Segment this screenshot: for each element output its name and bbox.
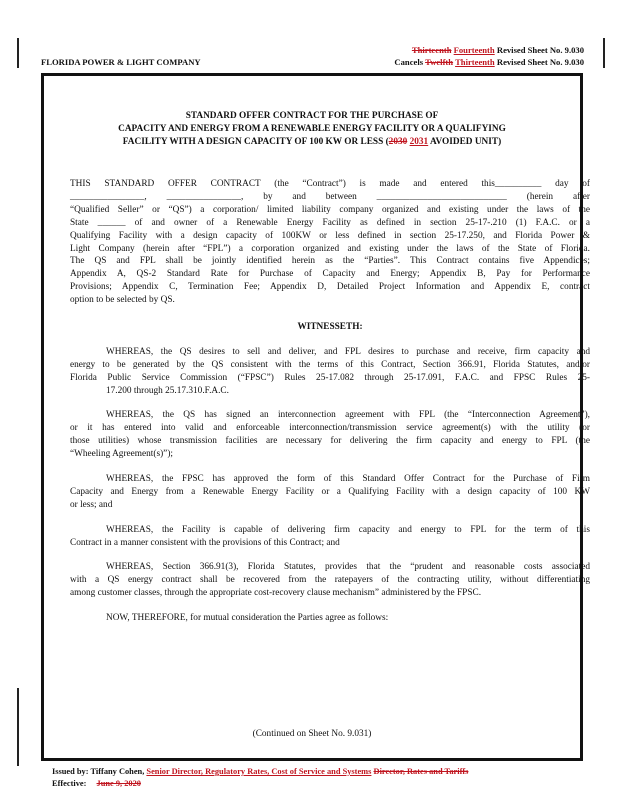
whereas-paragraph-3: WHEREAS, the FPSC has approved the form of this Standard Offer Contract for the Purchase of Firm Capacity and Energy from a Renewable Energy Facility or a Qualifying Facility with a design capacity of 100 KW or less; and (70, 474, 590, 510)
change-bar-right-top (603, 38, 605, 68)
effective-date: Effective: June 9, 2020 (52, 779, 141, 788)
continued-note: (Continued on Sheet No. 9.031) (252, 729, 372, 739)
change-bar-left-bottom (17, 688, 19, 766)
whereas-paragraph-2: WHEREAS, the QS has signed an interconnection agreement with FPL (the “Interconnection Agreement”), or it has entered into valid and enforceable interconnection/transmission service agreement(s) with the utility (or those utilities) whose transmission facilities are necessary for delivering the firm capacity and energy to FPL (the “Wheeling Agreement(s)”); (70, 410, 590, 459)
issued-old-title: Director, Rates and Tariffs (373, 767, 469, 776)
whereas-paragraph-4: WHEREAS, the Facility is capable of delivering firm capacity and energy to FPL for the term of this Contract in a manner consistent with the provisions of this Contract; and (70, 525, 590, 548)
sheet-number: Thirteenth Fourteenth Revised Sheet No. 9.030 (411, 45, 584, 55)
witnesseth-heading: WITNESSETH: (297, 322, 363, 332)
title-old-year: 2030 (388, 136, 408, 147)
cancels-line: Cancels Twelfth Thirteenth Revised Sheet No. 9.030 (394, 57, 584, 67)
whereas-paragraph-5: WHEREAS, Section 366.91(3), Florida Statutes, provides that the “prudent and reasonable costs associated with a QS energy contract shall be recovered from the ratepayers of the contracting utility, without differentiating among customer classes, through the appropriate cost-recovery clause mechanism” administered by the FPSC. (70, 562, 590, 598)
issued-new-title: Senior Director, Regulatory Rates, Cost of Service and Systems (146, 767, 372, 776)
company-name: FLORIDA POWER & LIGHT COMPANY (41, 57, 201, 67)
cancels-new: Thirteenth (455, 57, 495, 67)
change-bar-left-top (17, 38, 19, 68)
whereas-paragraph-1: WHEREAS, the QS desires to sell and deliver, and FPL desires to purchase and receive, firm capacity and energy to be generated by the QS consistent with the terms of this Contract, Section 366.91, Florida Statutes, and/or Florida Public Service Commission (“FPSC”) Rules 25-17.082 through 25-17.091, F.A.C. and FPSC Rules 25- 17.200 through 25.17.310.F.A.C. (70, 347, 590, 396)
title-new-year: 2031 (409, 136, 429, 147)
cancels-old: Twelfth (425, 57, 454, 67)
sheet-new: Fourteenth (453, 45, 495, 55)
issued-by: Issued by: Tiffany Cohen, Senior Director, Regulatory Rates, Cost of Service and Systems Director, Rates and Tariffs (52, 767, 469, 776)
intro-paragraph: THIS STANDARD OFFER CONTRACT (the “Contract”) is made and entered this__________ day of ________________, ________________, by and between ____________________________ (herein after “Qualified Seller” or “QS”) a corporation/ limited liability company organized and existing under the laws of the State ______ of and owner of a Renewable Energy Facility as defined in section 25-17-.210 (1) F.A.C. or a Qualifying Facility with a design capacity of 100KW or less defined in section 25-17.250, and Florida Power & Light Company (herein after “FPL”) a corporation organized and existing under the laws of the State of Florida. The QS and FPL shall be jointly identified herein as the “Parties”. This Contract contains five Appendices; Appendix A, QS-2 Standard Rate for Purchase of Capacity and Energy; Appendix B, Pay for Performance Provisions; Appendix C, Termination Fee; Appendix D, Detailed Project Information and Appendix E, contract option to be selected by QS. (70, 179, 590, 306)
now-therefore: NOW, THEREFORE, for mutual consideration the Parties agree as follows: (106, 613, 389, 623)
contract-title: STANDARD OFFER CONTRACT FOR THE PURCHASE OF CAPACITY AND ENERGY FROM A RENEWABLE ENERGY FACILITY OR A QUALIFYING FACILITY WITH A DESIGN CAPACITY OF 100 KW OR LESS (2030 2031 AVOIDED UNIT) (118, 111, 506, 147)
sheet-old: Thirteenth (411, 45, 452, 55)
effective-old-date: June 9, 2020 (96, 779, 141, 788)
